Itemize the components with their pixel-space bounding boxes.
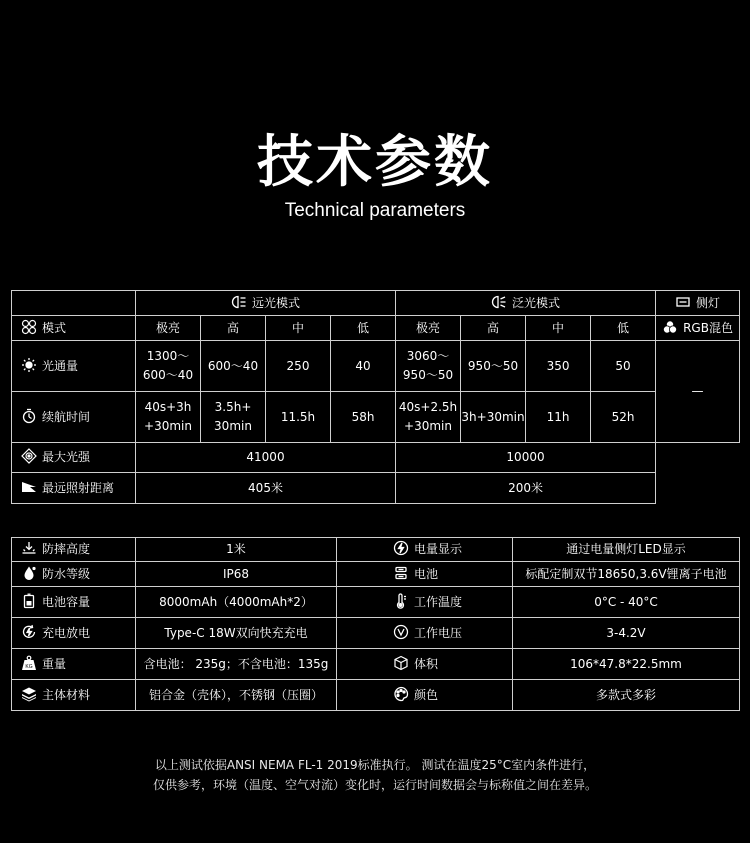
lumens-cell: 600～40 (201, 341, 266, 392)
spec-value-cell: Type-C 18W双向快充充电 (136, 618, 337, 649)
spec-value-cell: 通过电量侧灯LED显示 (513, 538, 740, 562)
runtime-label-cell: 续航时间 (12, 392, 136, 443)
light-mode-table (11, 290, 740, 504)
spec-label-cell: 工作电压 (337, 618, 513, 649)
lumens-cell: 50 (591, 341, 656, 392)
lumens-cell: 3060～ 950～50 (396, 341, 461, 392)
timer-icon (21, 408, 37, 424)
spec-value-cell: 含电池： 235g；不含电池：135g (136, 649, 337, 680)
side-light-value: — (656, 341, 740, 443)
mode-cell: 低 (331, 316, 396, 341)
mode-cell: 中 (266, 316, 331, 341)
rgb-cell: RGB混色 (656, 316, 740, 341)
lumens-cell: 250 (266, 341, 331, 392)
lumens-cell: 1300～ 600～40 (136, 341, 201, 392)
intensity-icon (21, 448, 37, 464)
spec-value-cell: 8000mAh（4000mAh*2） (136, 587, 337, 618)
sun-icon (21, 357, 37, 373)
mode-cell: 极亮 (136, 316, 201, 341)
runtime-cell: 11h (526, 392, 591, 443)
spec-value-cell: 标配定制双节18650,3.6V锂离子电池 (513, 562, 740, 587)
side-light-icon (675, 294, 691, 310)
runtime-cell: 40s+2.5h +30min (396, 392, 461, 443)
weight-icon (21, 655, 37, 671)
intensity-far-cell: 41000 (136, 443, 396, 473)
distance-flood-cell: 200米 (396, 473, 656, 504)
spec-value-cell: 1米 (136, 538, 337, 562)
mode-cell: 低 (591, 316, 656, 341)
footer-line: 仅供参考，环境（温度、空气对流）变化时，运行时间数据会与标称值之间在差异。 (152, 778, 597, 792)
spec-label-cell: 电池 (337, 562, 513, 587)
page-subtitle: Technical parameters (284, 200, 466, 221)
distance-label-cell: 最远照射距离 (12, 473, 136, 504)
mode-cell: 中 (526, 316, 591, 341)
cube-icon (393, 655, 409, 671)
runtime-cell: 3h+30min (461, 392, 526, 443)
spec-label-cell: 颜色 (337, 680, 513, 711)
battery-capacity-icon (21, 593, 37, 609)
spec-label-cell: 防摔高度 (12, 538, 136, 562)
group-flood-beam: 泛光模式 (396, 291, 656, 316)
drop-test-icon (21, 540, 37, 556)
mode-cell: 高 (201, 316, 266, 341)
voltage-icon (393, 624, 409, 640)
palette-icon (393, 686, 409, 702)
spec-value-cell: 3-4.2V (513, 618, 740, 649)
spec-value-cell: 0°C - 40°C (513, 587, 740, 618)
runtime-cell: 11.5h (266, 392, 331, 443)
runtime-cell: 40s+3h +30min (136, 392, 201, 443)
spec-value-cell: IP68 (136, 562, 337, 587)
runtime-cell: 3.5h+ 30min (201, 392, 266, 443)
mode-icon (21, 319, 37, 335)
mode-label-cell: 模式 (12, 316, 136, 341)
spec-label-cell: 工作温度 (337, 587, 513, 618)
spec-label-cell: KG 重量 (12, 649, 136, 680)
group-side-light: 侧灯 (656, 291, 740, 316)
spec-label-cell: 电池容量 (12, 587, 136, 618)
spec-value-cell: 铝合金（壳体），不锈钢（压圈） (136, 680, 337, 711)
runtime-cell: 52h (591, 392, 656, 443)
spec-label-cell: 充电放电 (12, 618, 136, 649)
spec-label-cell: 主体材料 (12, 680, 136, 711)
spec-label-cell: 电量显示 (337, 538, 513, 562)
mode-cell: 极亮 (396, 316, 461, 341)
lumens-cell: 950～50 (461, 341, 526, 392)
spec-table (11, 537, 740, 711)
lumens-cell: 40 (331, 341, 396, 392)
lumens-label-cell: 光通量 (12, 341, 136, 392)
flood-beam-icon (491, 294, 507, 310)
charge-icon (21, 624, 37, 640)
thermometer-icon (393, 593, 409, 609)
group-far-beam: 远光模式 (136, 291, 396, 316)
spec-value-cell: 多款式多彩 (513, 680, 740, 711)
distance-icon (21, 479, 37, 495)
svg-text:KG: KG (25, 663, 33, 670)
mode-cell: 高 (461, 316, 526, 341)
page-title: 技术参数 (257, 130, 493, 195)
spec-label-cell: 防水等级 (12, 562, 136, 587)
spec-label-cell: 体积 (337, 649, 513, 680)
distance-far-cell: 405米 (136, 473, 396, 504)
far-beam-icon (231, 294, 247, 310)
header-empty-cell (12, 291, 136, 316)
spec-value-cell: 106*47.8*22.5mm (513, 649, 740, 680)
footer-line: 以上测试依据ANSI NEMA FL-1 2019标准执行。 测试在温度25°C室内条件进行， (154, 758, 596, 772)
rgb-icon (662, 319, 678, 335)
waterproof-icon (21, 565, 37, 581)
layers-icon (21, 686, 37, 702)
intensity-flood-cell: 10000 (396, 443, 656, 473)
lumens-cell: 350 (526, 341, 591, 392)
footer-note (0, 755, 750, 795)
battery-indicator-icon (393, 540, 409, 556)
battery-icon (393, 565, 409, 581)
intensity-label-cell: 最大光强 (12, 443, 136, 473)
runtime-cell: 58h (331, 392, 396, 443)
